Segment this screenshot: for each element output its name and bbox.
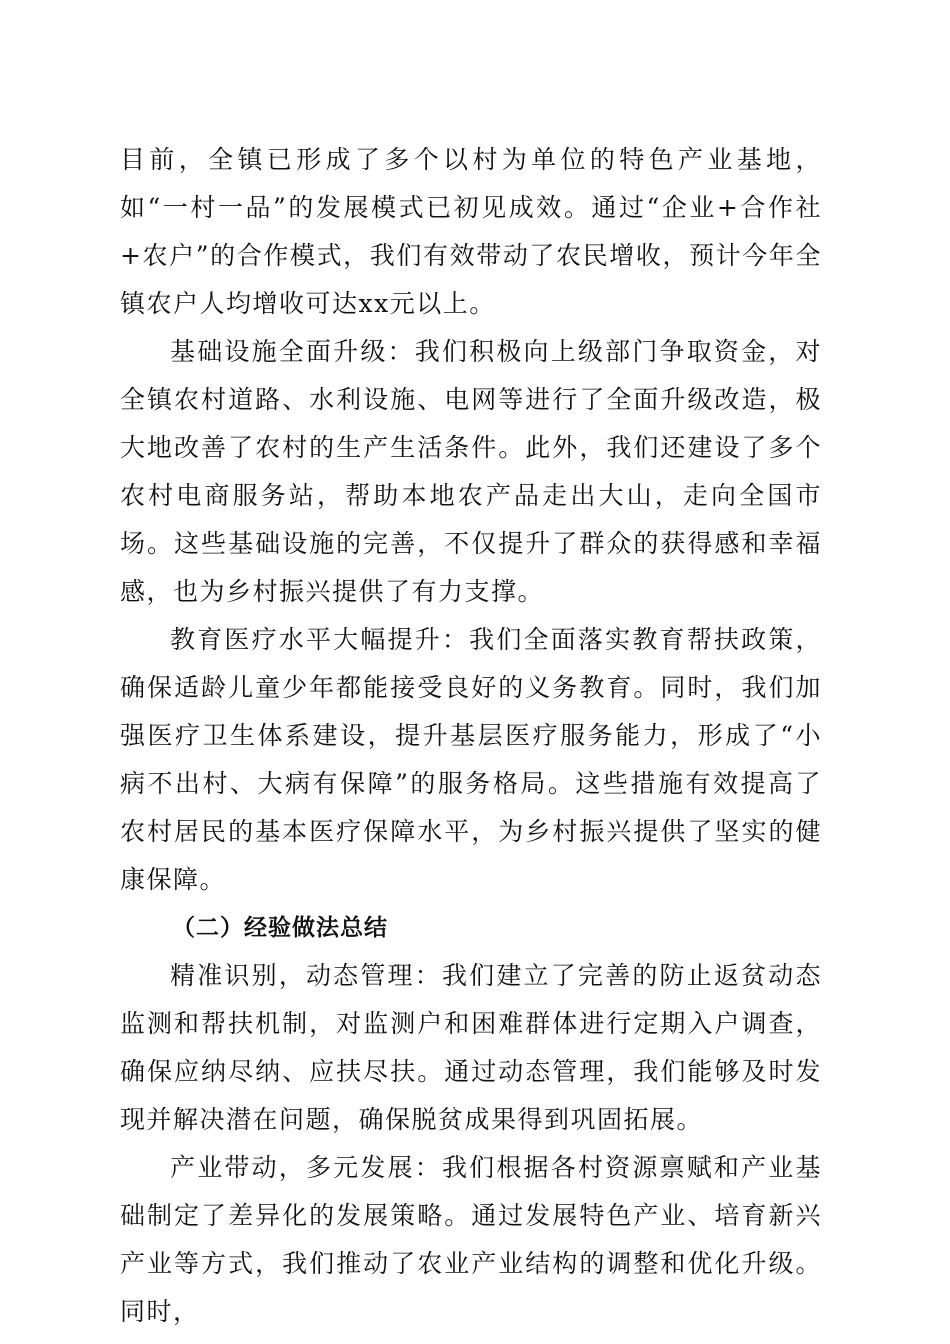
paragraph-infrastructure: 基础设施全面升级：我们积极向上级部门争取资金，对全镇农村道路、水利设施、电网等进行了全面升级改造，极大地改善了农村的生产生活条件。此外，我们还建设了多个农村电商服务站，帮助本地农产品走出大山，走向全国市场。这些基础设施的完善，不仅提升了群众的获得感和幸福感，也为乡村振兴提供了有力支撑。: [120, 337, 822, 606]
paragraph-education-medical: 教育医疗水平大幅提升：我们全面落实教育帮扶政策，确保适龄儿童少年都能接受良好的义务教育。同时，我们加强医疗卫生体系建设，提升基层医疗服务能力，形成了“小病不出村、大病有保障”的服务格局。这些措施有效提高了农村居民的基本医疗保障水平，为乡村振兴提供了坚实的健康保障。: [120, 625, 822, 894]
paragraph-industry-driven: 产业带动，多元发展：我们根据各村资源禀赋和产业基础制定了差异化的发展策略。通过发展特色产业、培育新兴产业等方式，我们推动了农业产业结构的调整和优化升级。同时，: [120, 1153, 822, 1326]
paragraph-achievements-intro: 目前，全镇已形成了多个以村为单位的特色产业基地，如“一村一品”的发展模式已初见成效。通过“企业+合作社+农户”的合作模式，我们有效带动了农民增收，预计今年全镇农户人均增收可达xx元以上。: [120, 145, 822, 318]
document-page: [120, 136, 822, 1336]
paragraph-precise-identification: 精准识别，动态管理：我们建立了完善的防止返贫动态监测和帮扶机制，对监测户和困难群体进行定期入户调查，确保应纳尽纳、应扶尽扶。通过动态管理，我们能够及时发现并解决潜在问题，确保脱贫成果得到巩固拓展。: [120, 961, 822, 1134]
section-heading: （二）经验做法总结: [172, 915, 388, 941]
